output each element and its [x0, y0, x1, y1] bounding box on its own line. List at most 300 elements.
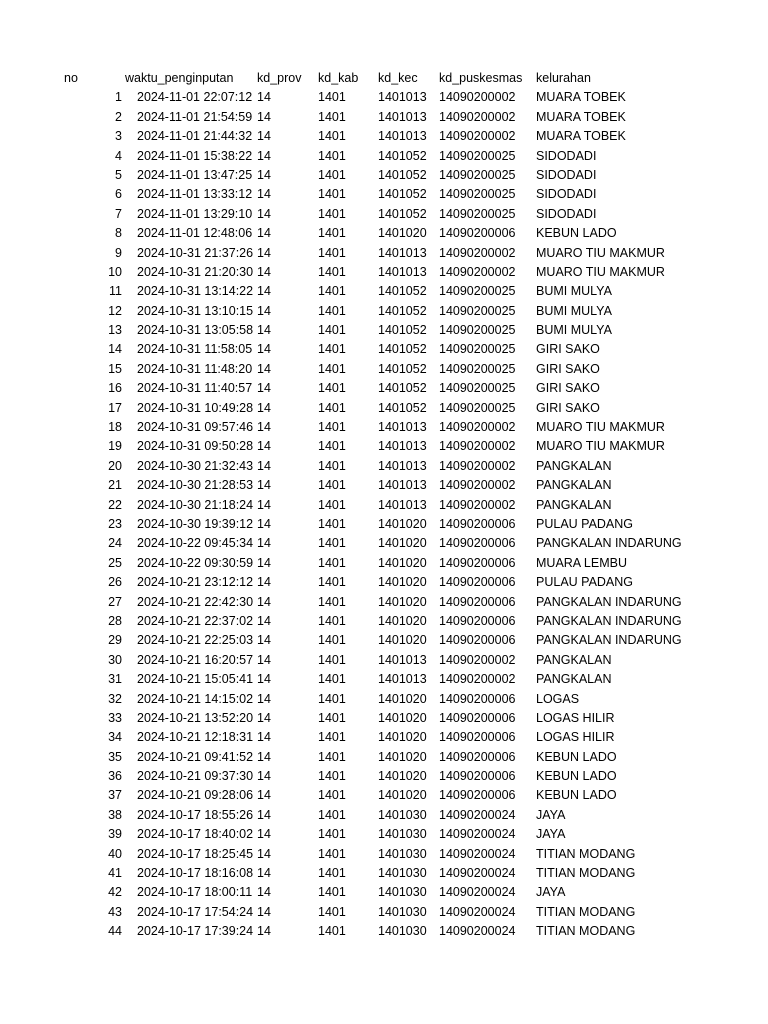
cell-kd-puskesmas: 14090200006 [439, 788, 516, 803]
cell-kd-prov: 14 [257, 264, 271, 279]
cell-kd-prov: 14 [257, 575, 271, 590]
cell-kd-kab: 1401 [318, 769, 346, 784]
cell-kd-kab: 1401 [318, 361, 346, 376]
cell-kd-kec: 1401052 [378, 148, 427, 163]
cell-kd-prov: 14 [257, 458, 271, 473]
cell-kd-puskesmas: 14090200006 [439, 710, 516, 725]
cell-kelurahan: PANGKALAN INDARUNG [536, 633, 682, 648]
cell-waktu-penginputan: 2024-10-21 12:18:31 [137, 730, 254, 745]
cell-kd-kec: 1401030 [378, 904, 427, 919]
cell-waktu-penginputan: 2024-10-31 11:58:05 [137, 342, 253, 357]
cell-kelurahan: PANGKALAN [536, 497, 612, 512]
cell-no: 38 [108, 807, 122, 822]
cell-kd-prov: 14 [257, 420, 271, 435]
cell-kd-prov: 14 [257, 633, 271, 648]
cell-kd-kec: 1401030 [378, 807, 427, 822]
cell-no: 1 [115, 90, 122, 105]
cell-kd-kec: 1401013 [378, 497, 427, 512]
cell-kd-kec: 1401052 [378, 342, 427, 357]
cell-kd-kab: 1401 [318, 536, 346, 551]
cell-kd-kab: 1401 [318, 827, 346, 842]
cell-no: 9 [115, 245, 122, 260]
cell-kd-kab: 1401 [318, 730, 346, 745]
cell-kd-kec: 1401013 [378, 109, 427, 124]
cell-kd-prov: 14 [257, 924, 271, 939]
cell-kd-kab: 1401 [318, 807, 346, 822]
cell-kd-kab: 1401 [318, 516, 346, 531]
cell-kelurahan: PULAU PADANG [536, 516, 634, 531]
cell-no: 3 [115, 129, 122, 144]
cell-no: 31 [108, 672, 122, 687]
cell-kd-prov: 14 [257, 167, 271, 182]
cell-kd-kec: 1401020 [378, 555, 427, 570]
cell-kelurahan: MUARA TOBEK [536, 129, 626, 144]
cell-kd-kec: 1401020 [378, 613, 427, 628]
cell-kelurahan: BUMI MULYA [536, 303, 612, 318]
cell-kd-prov: 14 [257, 846, 271, 861]
cell-kelurahan: SIDODADI [536, 206, 597, 221]
table-row [0, 709, 768, 728]
cell-kd-kab: 1401 [318, 381, 346, 396]
cell-kd-puskesmas: 14090200002 [439, 420, 516, 435]
cell-kd-puskesmas: 14090200006 [439, 226, 516, 241]
cell-kd-kab: 1401 [318, 226, 346, 241]
cell-waktu-penginputan: 2024-10-31 11:40:57 [137, 381, 253, 396]
cell-waktu-penginputan: 2024-11-01 22:07:12 [137, 90, 253, 105]
table-row [0, 806, 768, 825]
cell-no: 32 [108, 691, 122, 706]
table-row [0, 418, 768, 437]
cell-kd-kec: 1401052 [378, 167, 427, 182]
cell-waktu-penginputan: 2024-11-01 13:29:10 [137, 206, 253, 221]
cell-no: 6 [115, 187, 122, 202]
cell-kelurahan: MUARA TOBEK [536, 90, 626, 105]
table-row [0, 573, 768, 592]
cell-kelurahan: BUMI MULYA [536, 284, 612, 299]
table-row [0, 340, 768, 359]
cell-kd-puskesmas: 14090200006 [439, 730, 516, 745]
cell-kelurahan: SIDODADI [536, 167, 597, 182]
cell-kd-puskesmas: 14090200025 [439, 381, 516, 396]
cell-kd-kab: 1401 [318, 788, 346, 803]
cell-no: 44 [108, 924, 122, 939]
cell-kd-kab: 1401 [318, 497, 346, 512]
cell-no: 5 [115, 167, 122, 182]
table-row [0, 166, 768, 185]
cell-kd-kab: 1401 [318, 323, 346, 338]
cell-waktu-penginputan: 2024-10-17 18:16:08 [137, 866, 254, 881]
cell-kd-kec: 1401030 [378, 924, 427, 939]
column-header-waktu-penginputan: waktu_penginputan [125, 71, 234, 85]
cell-waktu-penginputan: 2024-10-21 09:37:30 [137, 769, 254, 784]
cell-kd-prov: 14 [257, 555, 271, 570]
cell-kd-kec: 1401020 [378, 226, 427, 241]
cell-no: 34 [108, 730, 122, 745]
cell-no: 12 [108, 303, 122, 318]
table-row [0, 244, 768, 263]
cell-kd-prov: 14 [257, 109, 271, 124]
cell-no: 15 [108, 361, 122, 376]
cell-no: 16 [108, 381, 122, 396]
cell-kelurahan: MUARA LEMBU [536, 555, 627, 570]
cell-kd-puskesmas: 14090200002 [439, 129, 516, 144]
cell-no: 36 [108, 769, 122, 784]
cell-kd-prov: 14 [257, 303, 271, 318]
cell-waktu-penginputan: 2024-10-31 13:05:58 [137, 323, 254, 338]
table-row [0, 845, 768, 864]
cell-kd-kec: 1401013 [378, 245, 427, 260]
cell-kd-prov: 14 [257, 226, 271, 241]
table-row [0, 379, 768, 398]
cell-kd-prov: 14 [257, 400, 271, 415]
cell-waktu-penginputan: 2024-10-21 14:15:02 [137, 691, 254, 706]
cell-kd-kec: 1401020 [378, 594, 427, 609]
cell-kd-kec: 1401020 [378, 730, 427, 745]
table-row [0, 88, 768, 107]
table-row [0, 147, 768, 166]
cell-no: 25 [108, 555, 122, 570]
cell-kd-puskesmas: 14090200002 [439, 672, 516, 687]
cell-kd-puskesmas: 14090200025 [439, 206, 516, 221]
cell-kd-kab: 1401 [318, 342, 346, 357]
cell-waktu-penginputan: 2024-11-01 13:47:25 [137, 167, 253, 182]
cell-kd-prov: 14 [257, 672, 271, 687]
cell-waktu-penginputan: 2024-11-01 15:38:22 [137, 148, 253, 163]
cell-kelurahan: PANGKALAN [536, 458, 612, 473]
cell-kd-kab: 1401 [318, 284, 346, 299]
cell-kd-puskesmas: 14090200024 [439, 924, 516, 939]
cell-kd-puskesmas: 14090200006 [439, 613, 516, 628]
cell-kd-puskesmas: 14090200024 [439, 827, 516, 842]
cell-kd-prov: 14 [257, 439, 271, 454]
cell-kd-kec: 1401052 [378, 381, 427, 396]
cell-waktu-penginputan: 2024-10-21 22:25:03 [137, 633, 254, 648]
cell-waktu-penginputan: 2024-10-21 23:12:12 [137, 575, 254, 590]
cell-kd-kec: 1401013 [378, 672, 427, 687]
cell-kd-puskesmas: 14090200006 [439, 749, 516, 764]
cell-kd-kec: 1401030 [378, 866, 427, 881]
table-row [0, 883, 768, 902]
cell-no: 33 [108, 710, 122, 725]
cell-waktu-penginputan: 2024-10-31 13:14:22 [137, 284, 254, 299]
cell-no: 11 [109, 284, 122, 299]
cell-kd-prov: 14 [257, 866, 271, 881]
table-row [0, 825, 768, 844]
table-row [0, 786, 768, 805]
cell-kd-kab: 1401 [318, 633, 346, 648]
cell-kd-kab: 1401 [318, 187, 346, 202]
column-header-kelurahan: kelurahan [536, 71, 591, 85]
cell-no: 41 [108, 866, 122, 881]
column-header-kd-kec: kd_kec [378, 71, 418, 85]
cell-waktu-penginputan: 2024-10-30 19:39:12 [137, 516, 254, 531]
cell-kd-puskesmas: 14090200006 [439, 575, 516, 590]
cell-kd-puskesmas: 14090200024 [439, 807, 516, 822]
cell-kd-kec: 1401030 [378, 827, 427, 842]
cell-kd-kec: 1401052 [378, 187, 427, 202]
cell-kd-kab: 1401 [318, 109, 346, 124]
cell-waktu-penginputan: 2024-10-31 21:20:30 [137, 264, 254, 279]
cell-kd-prov: 14 [257, 284, 271, 299]
cell-waktu-penginputan: 2024-10-21 13:52:20 [137, 710, 254, 725]
cell-waktu-penginputan: 2024-10-30 21:32:43 [137, 458, 254, 473]
cell-kd-kec: 1401013 [378, 90, 427, 105]
cell-kd-puskesmas: 14090200025 [439, 323, 516, 338]
cell-no: 40 [108, 846, 122, 861]
cell-kd-puskesmas: 14090200002 [439, 478, 516, 493]
cell-waktu-penginputan: 2024-10-30 21:28:53 [137, 478, 254, 493]
cell-kd-prov: 14 [257, 187, 271, 202]
cell-kd-kab: 1401 [318, 264, 346, 279]
cell-kd-prov: 14 [257, 749, 271, 764]
cell-waktu-penginputan: 2024-10-31 13:10:15 [137, 303, 254, 318]
cell-kd-puskesmas: 14090200002 [439, 497, 516, 512]
table-row [0, 399, 768, 418]
cell-no: 17 [108, 400, 122, 415]
cell-kd-prov: 14 [257, 478, 271, 493]
cell-no: 2 [115, 109, 122, 124]
cell-no: 7 [115, 206, 122, 221]
cell-kd-kab: 1401 [318, 885, 346, 900]
cell-kd-prov: 14 [257, 594, 271, 609]
cell-kd-prov: 14 [257, 885, 271, 900]
table-row [0, 457, 768, 476]
cell-kd-prov: 14 [257, 90, 271, 105]
cell-kd-puskesmas: 14090200025 [439, 400, 516, 415]
cell-kd-prov: 14 [257, 148, 271, 163]
cell-waktu-penginputan: 2024-10-17 18:55:26 [137, 807, 254, 822]
column-header-no: no [64, 71, 78, 85]
cell-kd-kab: 1401 [318, 167, 346, 182]
cell-kd-puskesmas: 14090200002 [439, 109, 516, 124]
cell-kd-kab: 1401 [318, 846, 346, 861]
cell-kelurahan: KEBUN LADO [536, 788, 617, 803]
cell-waktu-penginputan: 2024-10-21 22:37:02 [137, 613, 254, 628]
cell-kd-puskesmas: 14090200002 [439, 90, 516, 105]
cell-kelurahan: PANGKALAN [536, 652, 612, 667]
cell-kelurahan: JAYA [536, 807, 566, 822]
cell-kd-prov: 14 [257, 769, 271, 784]
cell-waktu-penginputan: 2024-10-21 09:28:06 [137, 788, 254, 803]
table-row [0, 767, 768, 786]
cell-waktu-penginputan: 2024-10-17 18:00:11 [137, 885, 253, 900]
table-row [0, 108, 768, 127]
cell-waktu-penginputan: 2024-10-31 11:48:20 [137, 361, 253, 376]
cell-waktu-penginputan: 2024-10-31 10:49:28 [137, 400, 254, 415]
cell-kelurahan: SIDODADI [536, 187, 597, 202]
cell-kd-kec: 1401020 [378, 788, 427, 803]
cell-kelurahan: BUMI MULYA [536, 323, 612, 338]
cell-kelurahan: PULAU PADANG [536, 575, 634, 590]
cell-kelurahan: TITIAN MODANG [536, 846, 636, 861]
cell-kelurahan: MUARA TOBEK [536, 109, 626, 124]
cell-kd-kec: 1401052 [378, 206, 427, 221]
cell-waktu-penginputan: 2024-10-30 21:18:24 [137, 497, 254, 512]
cell-kd-prov: 14 [257, 730, 271, 745]
cell-waktu-penginputan: 2024-11-01 13:33:12 [137, 187, 253, 202]
cell-waktu-penginputan: 2024-10-31 21:37:26 [137, 245, 254, 260]
table-row [0, 903, 768, 922]
cell-kd-kab: 1401 [318, 400, 346, 415]
column-header-kd-puskesmas: kd_puskesmas [439, 71, 523, 85]
cell-no: 30 [108, 652, 122, 667]
cell-kd-kab: 1401 [318, 245, 346, 260]
table-row [0, 496, 768, 515]
cell-kd-kab: 1401 [318, 439, 346, 454]
cell-waktu-penginputan: 2024-10-21 09:41:52 [137, 749, 254, 764]
cell-waktu-penginputan: 2024-10-22 09:45:34 [137, 536, 254, 551]
cell-kd-kab: 1401 [318, 303, 346, 318]
cell-no: 39 [108, 827, 122, 842]
table-row [0, 593, 768, 612]
table-row [0, 554, 768, 573]
cell-waktu-penginputan: 2024-11-01 12:48:06 [137, 226, 253, 241]
cell-kelurahan: LOGAS HILIR [536, 710, 615, 725]
cell-kd-prov: 14 [257, 904, 271, 919]
cell-kelurahan: SIDODADI [536, 148, 597, 163]
cell-kd-puskesmas: 14090200025 [439, 361, 516, 376]
cell-no: 14 [108, 342, 122, 357]
cell-waktu-penginputan: 2024-10-21 15:05:41 [137, 672, 254, 687]
cell-kd-puskesmas: 14090200006 [439, 691, 516, 706]
table-row [0, 321, 768, 340]
cell-kd-kec: 1401030 [378, 885, 427, 900]
cell-kd-kab: 1401 [318, 555, 346, 570]
table-row [0, 224, 768, 243]
cell-kd-prov: 14 [257, 807, 271, 822]
cell-kd-puskesmas: 14090200002 [439, 245, 516, 260]
table-row [0, 360, 768, 379]
cell-no: 8 [115, 226, 122, 241]
cell-kelurahan: KEBUN LADO [536, 226, 617, 241]
cell-kd-prov: 14 [257, 361, 271, 376]
cell-kd-kec: 1401020 [378, 633, 427, 648]
cell-kelurahan: KEBUN LADO [536, 749, 617, 764]
cell-kd-prov: 14 [257, 691, 271, 706]
cell-kd-kec: 1401020 [378, 536, 427, 551]
cell-kd-kab: 1401 [318, 866, 346, 881]
cell-no: 20 [108, 458, 122, 473]
cell-kd-kab: 1401 [318, 691, 346, 706]
cell-kd-kec: 1401020 [378, 769, 427, 784]
cell-no: 42 [108, 885, 122, 900]
cell-no: 18 [108, 420, 122, 435]
cell-kd-kec: 1401052 [378, 361, 427, 376]
cell-kd-prov: 14 [257, 342, 271, 357]
cell-kd-prov: 14 [257, 710, 271, 725]
cell-kd-prov: 14 [257, 652, 271, 667]
cell-kd-kab: 1401 [318, 90, 346, 105]
cell-no: 4 [115, 148, 122, 163]
cell-kelurahan: GIRI SAKO [536, 342, 600, 357]
cell-no: 29 [108, 633, 122, 648]
table-row [0, 651, 768, 670]
cell-kd-kab: 1401 [318, 652, 346, 667]
cell-no: 27 [108, 594, 122, 609]
cell-kelurahan: JAYA [536, 827, 566, 842]
table-row [0, 282, 768, 301]
cell-kd-prov: 14 [257, 788, 271, 803]
cell-kd-prov: 14 [257, 381, 271, 396]
cell-kelurahan: TITIAN MODANG [536, 924, 636, 939]
cell-no: 26 [108, 575, 122, 590]
cell-waktu-penginputan: 2024-10-31 09:57:46 [137, 420, 254, 435]
cell-kelurahan: GIRI SAKO [536, 361, 600, 376]
cell-kd-prov: 14 [257, 613, 271, 628]
cell-kd-kec: 1401020 [378, 691, 427, 706]
cell-kd-puskesmas: 14090200025 [439, 303, 516, 318]
cell-kd-prov: 14 [257, 206, 271, 221]
cell-waktu-penginputan: 2024-10-21 22:42:30 [137, 594, 254, 609]
cell-no: 10 [108, 264, 122, 279]
cell-kd-kab: 1401 [318, 478, 346, 493]
cell-kd-prov: 14 [257, 323, 271, 338]
cell-waktu-penginputan: 2024-10-17 17:39:24 [137, 924, 254, 939]
cell-kd-kec: 1401013 [378, 420, 427, 435]
cell-no: 13 [108, 323, 122, 338]
cell-kd-kab: 1401 [318, 613, 346, 628]
cell-kelurahan: TITIAN MODANG [536, 866, 636, 881]
cell-kd-puskesmas: 14090200002 [439, 264, 516, 279]
cell-kd-puskesmas: 14090200024 [439, 904, 516, 919]
cell-kelurahan: PANGKALAN INDARUNG [536, 594, 682, 609]
cell-no: 43 [108, 904, 122, 919]
cell-kd-kab: 1401 [318, 594, 346, 609]
cell-waktu-penginputan: 2024-11-01 21:44:32 [137, 129, 253, 144]
cell-kd-puskesmas: 14090200006 [439, 633, 516, 648]
cell-kelurahan: GIRI SAKO [536, 381, 600, 396]
cell-kd-puskesmas: 14090200024 [439, 885, 516, 900]
cell-kd-kec: 1401052 [378, 400, 427, 415]
cell-kd-puskesmas: 14090200025 [439, 167, 516, 182]
cell-kelurahan: TITIAN MODANG [536, 904, 636, 919]
table-row [0, 864, 768, 883]
cell-no: 19 [108, 439, 122, 454]
cell-kelurahan: PANGKALAN [536, 672, 612, 687]
table-row [0, 263, 768, 282]
column-header-kd-prov: kd_prov [257, 71, 302, 85]
cell-kd-kab: 1401 [318, 672, 346, 687]
cell-kd-kec: 1401013 [378, 129, 427, 144]
table-body [0, 88, 768, 941]
cell-kelurahan: PANGKALAN INDARUNG [536, 536, 682, 551]
cell-kd-puskesmas: 14090200006 [439, 555, 516, 570]
cell-kelurahan: KEBUN LADO [536, 769, 617, 784]
spreadsheet-table [0, 69, 768, 942]
header-row [0, 69, 768, 88]
cell-kd-kab: 1401 [318, 710, 346, 725]
cell-kd-kab: 1401 [318, 420, 346, 435]
cell-kd-prov: 14 [257, 497, 271, 512]
cell-kd-kec: 1401020 [378, 575, 427, 590]
cell-kd-kec: 1401020 [378, 749, 427, 764]
cell-kd-puskesmas: 14090200006 [439, 769, 516, 784]
cell-kd-puskesmas: 14090200002 [439, 439, 516, 454]
table-row [0, 205, 768, 224]
cell-kd-kec: 1401013 [378, 458, 427, 473]
cell-waktu-penginputan: 2024-10-17 18:40:02 [137, 827, 254, 842]
cell-kd-kab: 1401 [318, 749, 346, 764]
cell-kelurahan: MUARO TIU MAKMUR [536, 245, 665, 260]
cell-kd-prov: 14 [257, 827, 271, 842]
cell-kd-kec: 1401013 [378, 264, 427, 279]
cell-kd-kab: 1401 [318, 458, 346, 473]
cell-kd-puskesmas: 14090200025 [439, 187, 516, 202]
table-row [0, 748, 768, 767]
cell-kd-kec: 1401013 [378, 439, 427, 454]
cell-kelurahan: JAYA [536, 885, 566, 900]
cell-kd-kec: 1401030 [378, 846, 427, 861]
